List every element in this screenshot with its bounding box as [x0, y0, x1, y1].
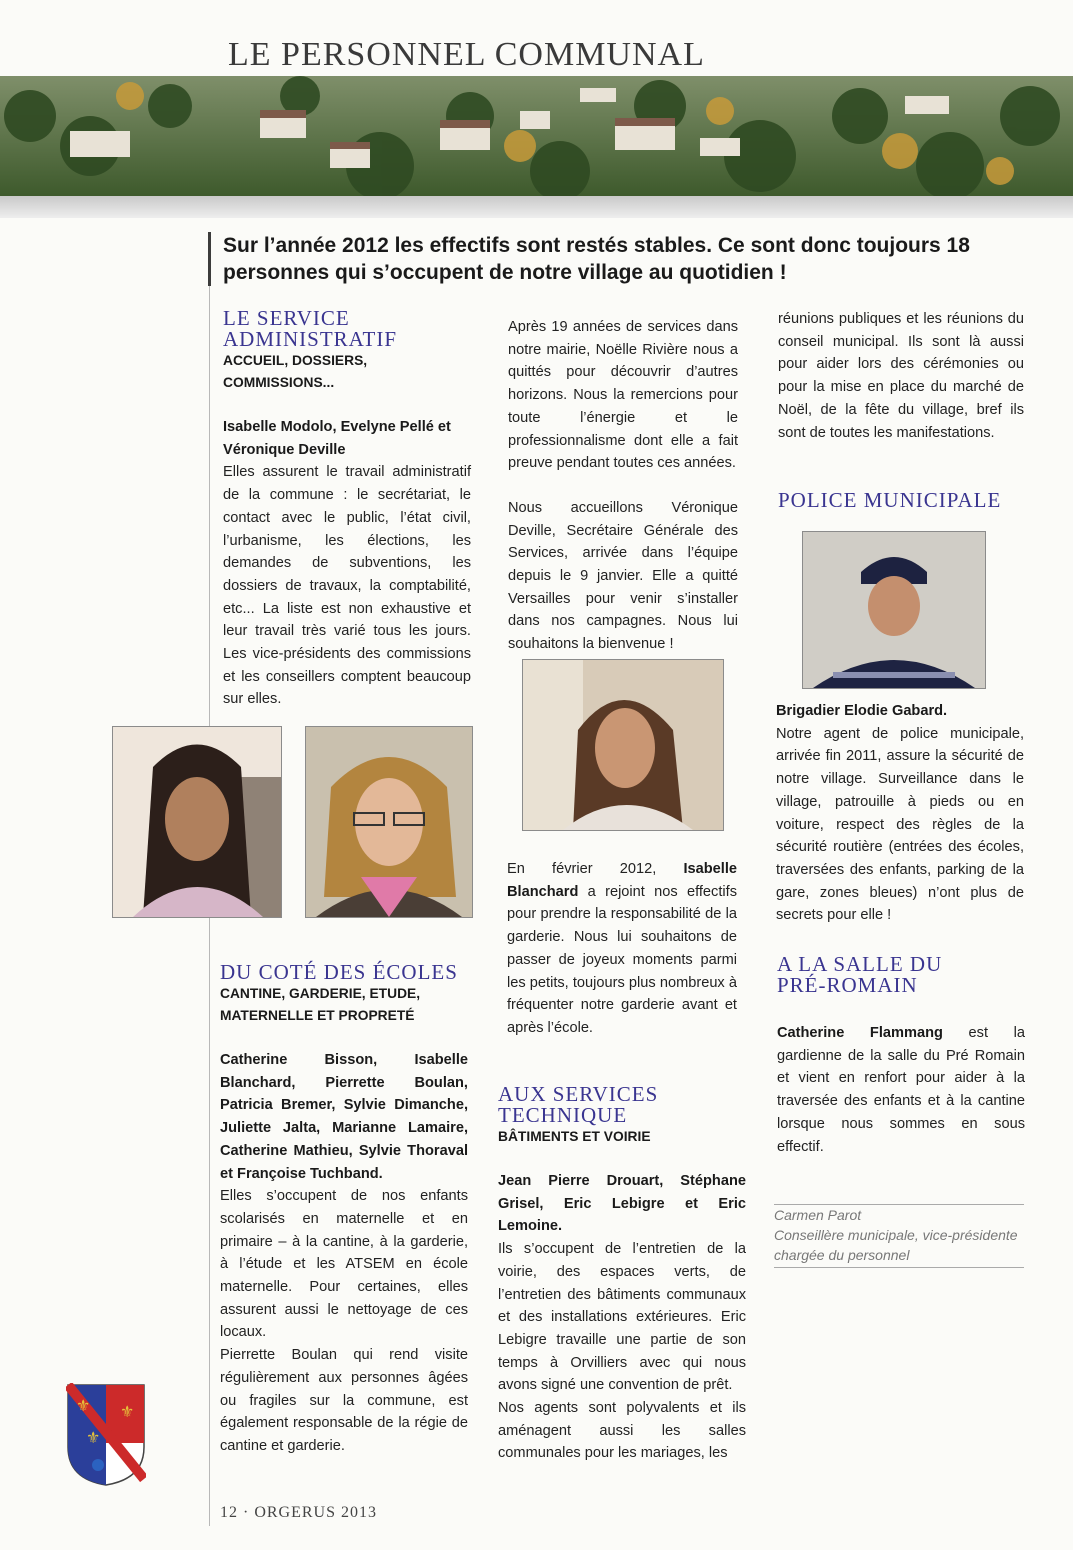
col3-top-text: réunions publiques et les réunions du conseil municipal. Ils sont là aussi pour aider lors des cérémonies ou pour la mise en place du marché de Noël, de la fête du village, bref ils sont de toutes les manifestations.: [778, 311, 1024, 441]
salle-name: Catherine Flammang: [777, 1025, 943, 1041]
technique-body-1: Ils s’occupent de l’entretien de la voirie, des espaces verts, de l’entretien des bâtiments communaux et des installations extérieures. Eric Lebigre travaille une partie de son temps à Orvilliers avec qui nous avons signé une convention de prêt.: [498, 1241, 746, 1394]
admin-subtitle-2: COMMISSIONS...: [223, 375, 335, 390]
village-aerial-photo: [0, 76, 1073, 196]
ecoles-body-2: Pierrette Boulan qui rend visite régulièrement aux personnes âgées ou fragiles sur la commune, est également responsable de la régie de cantine et garderie.: [220, 1347, 468, 1454]
svg-text:⚜: ⚜: [76, 1396, 91, 1415]
portrait-photo-4: [802, 531, 986, 689]
admin-news: [508, 316, 738, 656]
salle-title-2: PRÉ-ROMAIN: [777, 973, 918, 997]
garderie-lead: En février 2012,: [507, 861, 684, 877]
technique-section: [498, 1084, 746, 1465]
ecoles-section: [220, 962, 468, 1458]
police-title: POLICE MUNICIPALE: [778, 488, 1002, 512]
orgerus-coat-of-arms: [66, 1383, 146, 1487]
salle-section: [777, 954, 1025, 1158]
page-title: LE PERSONNEL COMMUNAL: [228, 36, 705, 73]
portrait-photo-3: [522, 659, 724, 831]
ecoles-subtitle-1: CANTINE, GARDERIE, ETUDE,: [220, 986, 421, 1001]
svg-text:⚜: ⚜: [86, 1428, 101, 1447]
signature-name: Carmen Parot: [774, 1204, 1024, 1225]
ecoles-subtitle-2: MATERNELLE ET PROPRETÉ: [220, 1008, 415, 1023]
salle-text: [777, 1022, 1025, 1158]
garderie-text: [507, 858, 737, 1040]
technique-body-2: Nos agents sont polyvalents et ils aménagent aussi les salles communales pour les mariages, les: [498, 1400, 746, 1462]
svg-text:⚜: ⚜: [120, 1402, 135, 1421]
admin-news-para-2: Nous accueillons Véronique Deville, Secrétaire Générale des Services, arrivée dans l’équipe depuis le 9 janvier. Elle a quitté Versailles pour venir s’installer dans nos campagnes. Nous lui souhaitons la bienvenue !: [508, 499, 738, 653]
police-section: [778, 490, 1024, 511]
garderie-section: [507, 858, 737, 1040]
banner-shadow: [0, 196, 1073, 218]
police-text: [776, 700, 1024, 927]
technique-title-1: AUX SERVICES: [498, 1082, 659, 1106]
police-body: Notre agent de police municipale, arrivée fin 2011, assure la sécurité de notre village. Surveillance dans le village, patrouille à pieds ou en voiture, respect des règles de la sécurité routière (entrées des écoles, traversées des enfants, parking de la gare, zones bleues) n’ont plus de secrets pour elle !: [776, 725, 1024, 924]
signature-block: [774, 1204, 1024, 1268]
portrait-photo-1: [112, 726, 282, 918]
col3-continuation: [778, 308, 1024, 444]
admin-body: Elles assurent le travail administratif de la commune : le secrétariat, le contact avec le public, l’état civil, l’urbanisme, les élections, les demandes de subventions, les dossiers de travaux, la comptabilité, etc... La liste est non exhaustive et leur travail très varié tous les jours. Les vice-présidents des commissions et les conseillers comptent beaucoup sur elles.: [223, 464, 471, 708]
technique-names: Jean Pierre Drouart, Stéphane Grisel, Eric Lebigre et Eric Lemoine.: [498, 1173, 746, 1235]
admin-subtitle-1: ACCUEIL, DOSSIERS,: [223, 353, 368, 368]
intro-text: Sur l’année 2012 les effectifs sont restés stables. Ce sont donc toujours 18 personnes qui s’occupent de notre village au quotidien !: [223, 234, 970, 284]
garderie-body: a rejoint nos effectifs pour prendre la responsabilité de la garderie. Nous lui souhaitons de passer de joyeux moments parmi les petits, toujours plus nombreux à fréquenter notre garderie avant et après l’école.: [507, 883, 737, 1036]
page-footer: 12 · ORGERUS 2013: [220, 1504, 378, 1521]
ecoles-title: DU COTÉ DES ÉCOLES: [220, 960, 458, 984]
salle-body: est la gardienne de la salle du Pré Romain et vient en renfort pour aider à la traversée des enfants et à la cantine lorsque nous sommes en sous effectif.: [777, 1025, 1025, 1155]
admin-section: [223, 308, 471, 711]
admin-news-para-1: Après 19 années de services dans notre mairie, Noëlle Rivière nous a quittés pour découvrir d’autres horizons. Nous la remercions pour toute l’énergie et le professionnalisme dont elle a fait preuve pendant toutes ces années.: [508, 319, 738, 472]
portrait-photo-2: [305, 726, 473, 918]
ecoles-body-1: Elles s’occupent de nos enfants scolarisés en maternelle et en primaire – à la cantine, à la garderie, à l’étude et les ATSEM en école maternelle. Pour certaines, elles assurent aussi le nettoyage de ces locaux.: [220, 1188, 468, 1341]
salle-title-1: A LA SALLE DU: [777, 952, 943, 976]
admin-names: Isabelle Modolo, Evelyne Pellé et Véronique Deville: [223, 419, 451, 458]
admin-title-2: ADMINISTRATIF: [223, 327, 398, 351]
signature-role: Conseillère municipale, vice-présidente chargée du personnel: [774, 1225, 1024, 1268]
technique-title-2: TECHNIQUE: [498, 1103, 628, 1127]
technique-subtitle: BÂTIMENTS ET VOIRIE: [498, 1129, 651, 1144]
police-name: Brigadier Elodie Gabard.: [776, 703, 948, 719]
ecoles-names: Catherine Bisson, Isabelle Blanchard, Pierrette Boulan, Patricia Bremer, Sylvie Dimanche, Juliette Jalta, Marianne Lamaire, Catherine Mathieu, Sylvie Thoraval et Françoise Tuchband.: [220, 1052, 468, 1182]
garderie-name: Isabelle Blanchard: [507, 861, 737, 900]
intro-rule: [208, 232, 211, 286]
admin-title-1: LE SERVICE: [223, 306, 350, 330]
